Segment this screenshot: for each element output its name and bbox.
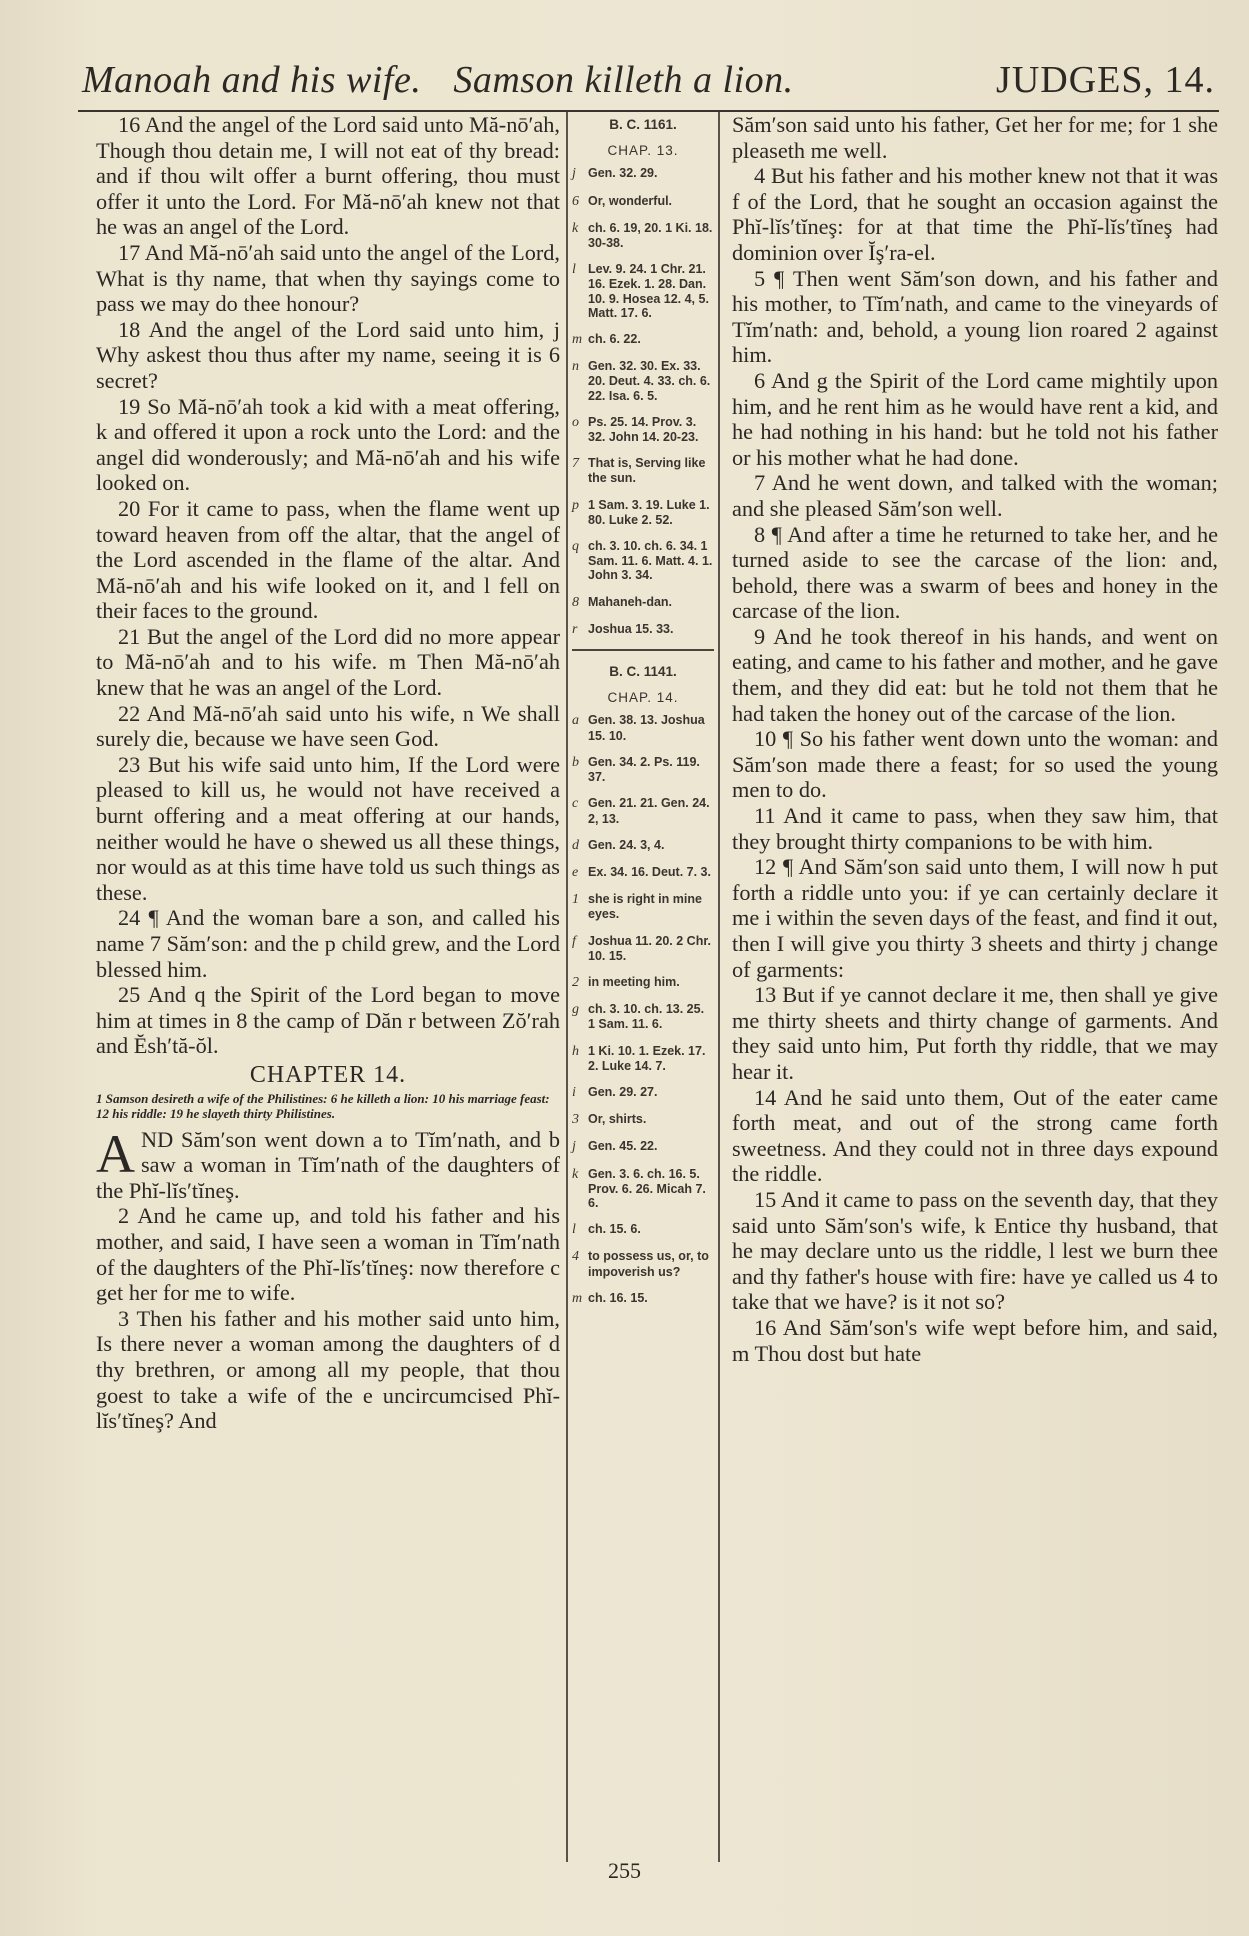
- column-rule-right: [718, 112, 720, 1862]
- reference-note-text: Gen. 32. 30. Ex. 33. 20. Deut. 4. 33. ch. 6. 22. Isa. 6. 5.: [588, 359, 711, 403]
- era-date: B. C. 1141.: [609, 664, 677, 680]
- reference-note: [572, 1002, 714, 1031]
- verse: 8 ¶ And after a time he returned to take her, and he turned aside to see the carcase of the lion: and, behold, there was a swarm of bees and honey in the carcase of the lion.: [732, 521, 1218, 624]
- reference-note: [572, 975, 714, 990]
- reference-note-text: Joshua 15. 33.: [588, 621, 674, 636]
- reference-note: [572, 865, 714, 880]
- column-rule-left: [566, 112, 568, 1862]
- reference-note-text: That is, Serving like the sun.: [588, 456, 706, 486]
- reference-note-key: l: [572, 1222, 576, 1238]
- right-text-column: [732, 112, 1218, 1366]
- reference-note-text: in meeting him.: [588, 974, 680, 989]
- reference-note: [572, 755, 714, 784]
- verse: 11 And it came to pass, when they saw him, that they brought thirty companions to be with him.: [732, 803, 1218, 854]
- reference-note-key: q: [572, 539, 579, 555]
- verse: 2 And he came up, and told his father and his mother, and said, I have seen a woman in Tĭm′nath of the daughters of the Phĭ-lĭs′tĭneş: now therefore c get her for me to wife.: [96, 1203, 560, 1306]
- reference-note-text: ch. 6. 22.: [588, 332, 641, 347]
- reference-note-text: Ps. 25. 14. Prov. 3. 32. John 14. 20-23.: [588, 414, 699, 445]
- header-topic-right: Samson killeth a lion.: [453, 59, 794, 101]
- reference-note: [572, 713, 714, 742]
- reference-note-text: ch. 3. 10. ch. 6. 34. 1 Sam. 11. 6. Matt. 4. 1. John 3. 34.: [588, 539, 713, 583]
- reference-note: [572, 892, 714, 921]
- reference-note-key: 8: [572, 594, 579, 610]
- reference-note-key: r: [572, 621, 578, 637]
- margin-chapter-label: CHAP. 14.: [607, 690, 679, 706]
- verse: 19 So Mă-nō′ah took a kid with a meat offering, k and offered it upon a rock unto the Lord: and the angel did wonderously; and Mă-nō′ah and his wife looked on.: [96, 393, 560, 496]
- chapter-summary: 1 Samson desireth a wife of the Philistines: 6 he killeth a lion: 10 his marriage feast: 12 his riddle: 19 he slayeth thirty Philistines.: [96, 1090, 550, 1121]
- verse: 6 And g the Spirit of the Lord came mightily upon him, and he rent him as he would have rent a kid, and he had nothing in his hand: but he told not his father or his mother what he had done.: [732, 367, 1218, 470]
- header-book-chapter: JUDGES, 14.: [996, 59, 1215, 101]
- reference-note: [572, 622, 714, 637]
- center-reference-column: [572, 114, 714, 1318]
- reference-note: [572, 1249, 714, 1278]
- verse: 4 But his father and his mother knew not that it was f of the Lord, that he sought an occasion against the Phĭ-lĭs′tĭneş: for at that time the Phĭ-lĭs′tĭneş had dominion over Ĭş′ra-el.: [732, 163, 1218, 265]
- reference-note-key: 6: [572, 193, 579, 209]
- reference-note-key: l: [572, 262, 576, 278]
- verse: 5 ¶ Then went Săm′son down, and his father and his mother, to Tĭm′nath, and came to the vineyards of Tĭm′nath: and, behold, a young lion roared 2 against him.: [732, 265, 1218, 368]
- verse: Săm′son said unto his father, Get her for me; for 1 she pleaseth me well.: [732, 112, 1218, 163]
- reference-note-key: k: [572, 220, 579, 236]
- reference-note-key: m: [572, 1290, 583, 1306]
- reference-note-text: Ex. 34. 16. Deut. 7. 3.: [588, 864, 711, 879]
- reference-note-key: h: [572, 1043, 579, 1059]
- reference-note: [572, 1139, 714, 1154]
- reference-note-text: ch. 3. 10. ch. 13. 25. 1 Sam. 11. 6.: [588, 1002, 705, 1032]
- reference-note-text: ch. 15. 6.: [588, 1222, 641, 1237]
- reference-note-key: c: [572, 796, 579, 812]
- reference-note-text: Joshua 11. 20. 2 Chr. 10. 15.: [588, 933, 711, 963]
- reference-note-text: Gen. 45. 22.: [588, 1139, 658, 1154]
- reference-note: [572, 1167, 714, 1211]
- verse: 24 ¶ And the woman bare a son, and called his name 7 Săm′son: and the p child grew, and the Lord blessed him.: [96, 905, 560, 982]
- reference-note: [572, 456, 714, 485]
- reference-note-text: Lev. 9. 24. 1 Chr. 21. 16. Ezek. 1. 28. Dan. 10. 9. Hosea 12. 4, 5. Matt. 17. 6.: [588, 262, 709, 320]
- verse: 12 ¶ And Săm′son said unto them, I will now h put forth a riddle unto you: if ye can certainly declare it me i within the seven days of the feast, and find it out, then I will give you thirty 3 sheets and thirty j change of garments:: [732, 854, 1218, 982]
- reference-note: [572, 221, 714, 250]
- reference-note-text: Mahaneh-dan.: [588, 594, 673, 609]
- dropcap-letter: A: [96, 1126, 135, 1184]
- verse: ND Săm′son went down a to Tĭm′nath, and b saw a woman in Tĭm′nath of the daughters of the Phĭ-lĭs′tĭneş.: [96, 1126, 560, 1203]
- reference-note-key: i: [572, 1084, 576, 1100]
- reference-note: [572, 359, 714, 403]
- reference-note-key: 4: [572, 1249, 579, 1265]
- verse: 25 And q the Spirit of the Lord began to move him at times in 8 the camp of Dăn r between Zŏ′rah and Ĕsh′tă-ŏl.: [96, 982, 560, 1059]
- margin-divider: [572, 649, 714, 651]
- reference-note-key: o: [572, 414, 579, 430]
- reference-note: [572, 539, 714, 583]
- reference-note-key: e: [572, 864, 579, 880]
- verse: 16 And the angel of the Lord said unto Mă-nō′ah, Though thou detain me, I will not eat of thy bread: and if thou wilt offer a burnt offering, thou must offer it unto the Lord. For Mă-nō′ah knew not that he was an angel of the Lord.: [96, 112, 560, 240]
- reference-note-key: m: [572, 332, 583, 348]
- verse: 22 And Mă-nō′ah said unto his wife, n We shall surely die, because we have seen God.: [96, 700, 560, 752]
- reference-note: [572, 1112, 714, 1127]
- reference-note: [572, 332, 714, 347]
- chapter-opening: [96, 1127, 560, 1204]
- reference-note: [572, 1222, 714, 1237]
- reference-note-key: 1: [572, 892, 579, 908]
- reference-note: [572, 415, 714, 444]
- header-topics: [82, 58, 794, 102]
- reference-note-text: she is right in mine eyes.: [588, 892, 702, 922]
- reference-note-key: j: [572, 166, 576, 182]
- reference-note-key: g: [572, 1002, 579, 1018]
- reference-note-key: 7: [572, 456, 579, 472]
- header-topic-left: Manoah and his wife.: [82, 59, 422, 101]
- reference-note-text: 1 Ki. 10. 1. Ezek. 17. 2. Luke 14. 7.: [588, 1043, 706, 1073]
- reference-note-key: 2: [572, 974, 579, 990]
- reference-note-text: to possess us, or, to impoverish us?: [588, 1249, 709, 1279]
- verse: 23 But his wife said unto him, If the Lord were pleased to kill us, he would not have received a burnt offering and a meat offering at our hands, neither would he have o shewed us all these things, nor would as at this time have told us such things as these.: [96, 751, 560, 905]
- reference-note: [572, 166, 714, 181]
- reference-note-text: ch. 16. 15.: [588, 1290, 648, 1305]
- reference-notes-group: [572, 166, 714, 637]
- verse: 7 And he went down, and talked with the woman; and she pleased Săm′son well.: [732, 470, 1218, 521]
- reference-note-text: Gen. 32. 29.: [588, 166, 658, 181]
- reference-note: [572, 262, 714, 320]
- reference-note-text: ch. 6. 19, 20. 1 Ki. 18. 30-38.: [588, 220, 713, 251]
- reference-note-text: Gen. 24. 3, 4.: [588, 837, 665, 852]
- left-text-column: [96, 112, 560, 1434]
- margin-chapter-label: CHAP. 13.: [607, 143, 679, 159]
- reference-note-text: Gen. 38. 13. Joshua 15. 10.: [588, 713, 705, 743]
- reference-note-key: b: [572, 754, 579, 770]
- reference-note: [572, 838, 714, 853]
- reference-note: [572, 1291, 714, 1306]
- reference-note: [572, 595, 714, 610]
- verse: 21 But the angel of the Lord did no more appear to Mă-nō′ah and to his wife. m Then Mă-nō′ah knew that he was an angel of the Lord.: [96, 623, 560, 701]
- verse: 10 ¶ So his father went down unto the woman: and Săm′son made there a feast; for so used the young men to do.: [732, 726, 1218, 803]
- verse: 16 And Săm′son's wife wept before him, and said, m Thou dost but hate: [732, 1314, 1218, 1366]
- reference-note: [572, 1085, 714, 1100]
- running-header: [78, 52, 1219, 112]
- reference-note-key: a: [572, 713, 579, 729]
- verse: 9 And he took thereof in his hands, and went on eating, and came to his father and mother, and he gave them, and they did eat: but he told not them that he had taken the honey out of the carcase of the lion.: [732, 623, 1218, 726]
- verse: 15 And it came to pass on the seventh day, that they said unto Săm′son's wife, k Entice thy husband, that he may declare unto us the riddle, l lest we burn thee and thy father's house with fire: have ye called us 4 to take that we have? is it not so?: [732, 1186, 1218, 1315]
- verse: 17 And Mă-nō′ah said unto the angel of the Lord, What is thy name, that when thy sayings come to pass we may do thee honour?: [96, 239, 560, 317]
- verse: 20 For it came to pass, when the flame went up toward heaven from off the altar, that the angel of the Lord ascended in the flame of the altar. And Mă-nō′ah and his wife looked on it, and l fell on their faces to the ground.: [96, 495, 560, 624]
- verse: 14 And he said unto them, Out of the eater came forth meat, and out of the strong came forth sweetness. And they could not in three days expound the riddle.: [732, 1084, 1218, 1187]
- reference-note-key: j: [572, 1139, 576, 1155]
- reference-note: [572, 934, 714, 963]
- verse: 13 But if ye cannot declare it me, then shall ye give me thirty sheets and thirty change of garments. And they said unto him, Put forth thy riddle, that we may hear it.: [732, 982, 1218, 1084]
- page-number: 255: [608, 1858, 641, 1883]
- reference-note-text: Or, wonderful.: [588, 193, 673, 208]
- reference-note-key: n: [572, 359, 579, 375]
- reference-note: [572, 194, 714, 209]
- reference-note-text: Or, shirts.: [588, 1112, 647, 1127]
- reference-note-text: Gen. 21. 21. Gen. 24. 2, 13.: [588, 796, 710, 826]
- chapter-title: CHAPTER 14.: [249, 1061, 407, 1088]
- reference-note: [572, 498, 714, 527]
- verse: 18 And the angel of the Lord said unto him, j Why askest thou thus after my name, seeing it is 6 secret?: [96, 316, 560, 393]
- reference-note-text: Gen. 34. 2. Ps. 119. 37.: [588, 754, 700, 785]
- reference-note-key: f: [572, 933, 576, 949]
- reference-note-key: p: [572, 497, 579, 513]
- verse: 3 Then his father and his mother said unto him, Is there never a woman among the daughters of d thy brethren, or among all my people, that thou goest to take a wife of the e uncircumcised Phĭ-lĭs′tĭneş? And: [96, 1305, 560, 1434]
- reference-note-key: 3: [572, 1112, 579, 1128]
- reference-note-key: d: [572, 837, 579, 853]
- reference-note-text: Gen. 29. 27.: [588, 1084, 658, 1099]
- reference-note-text: Gen. 3. 6. ch. 16. 5. Prov. 6. 26. Micah 7. 6.: [588, 1166, 706, 1210]
- era-date: B. C. 1161.: [609, 117, 677, 132]
- reference-note-text: 1 Sam. 3. 19. Luke 1. 80. Luke 2. 52.: [588, 497, 710, 527]
- reference-note-key: k: [572, 1166, 579, 1182]
- reference-note: [572, 1044, 714, 1073]
- reference-note: [572, 796, 714, 825]
- reference-notes-group: [572, 713, 714, 1305]
